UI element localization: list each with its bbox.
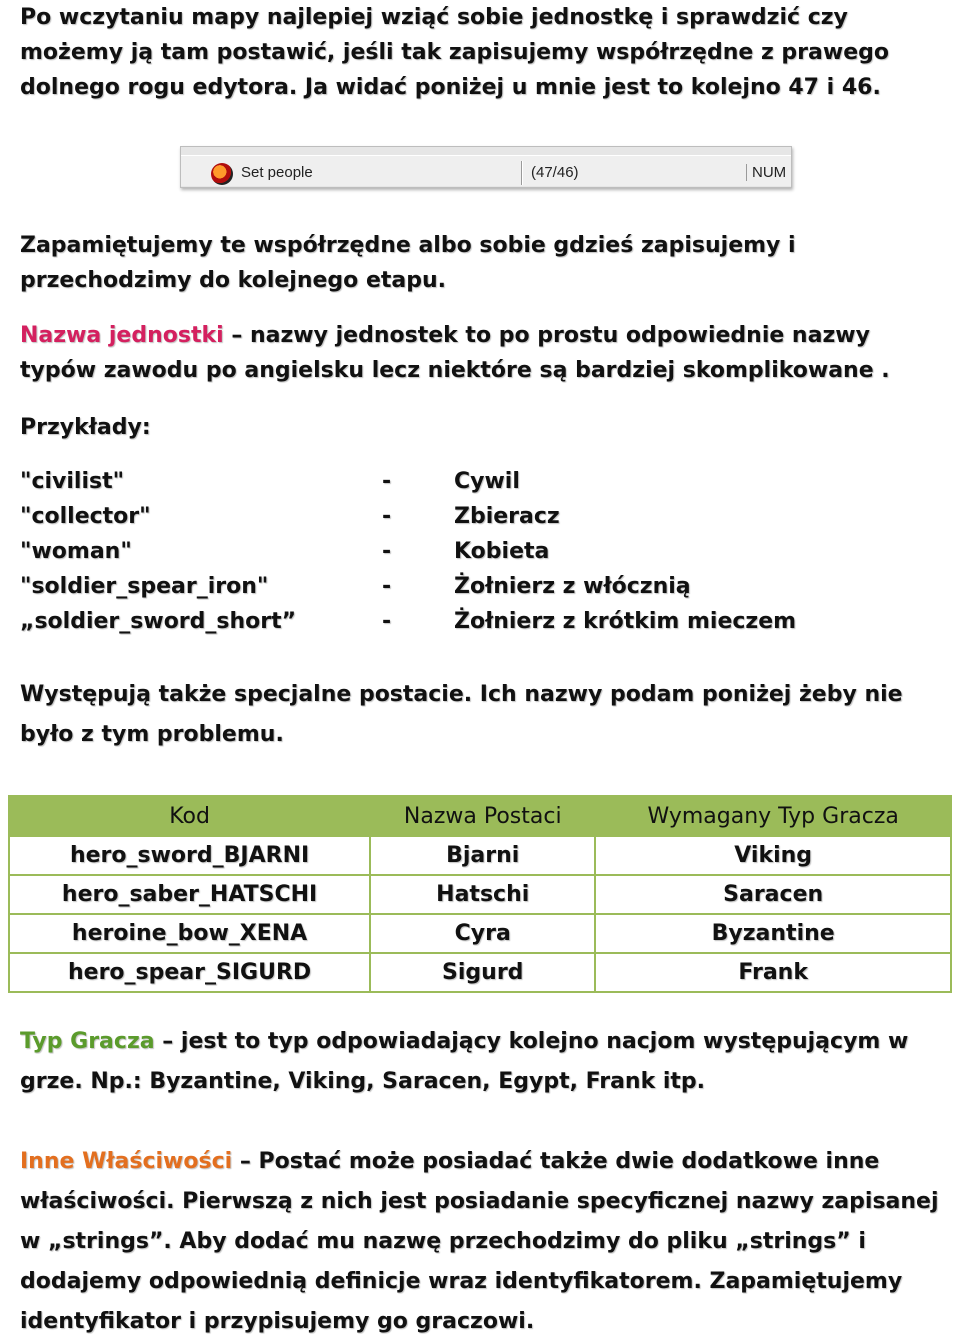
cell-code: hero_saber_HATSCHI: [9, 875, 370, 914]
cell-name: Hatschi: [370, 875, 595, 914]
column-header-name: Nazwa Postaci: [370, 796, 595, 836]
heroes-table: [8, 795, 952, 993]
cell-player-type: Saracen: [595, 875, 951, 914]
cell-code: heroine_bow_XENA: [9, 914, 370, 953]
intro-paragraph: Po wczytaniu mapy najlepiej wziąć sobie jednostkę i sprawdzić czy możemy ją tam postawić, jeśli tak zapisujemy współrzędne z prawego dolnego rogu edytora. Ja widać poniżej u mnie jest to kolejno 47 i 46.: [20, 5, 889, 100]
other-properties-term: Inne Właściwości: [20, 1149, 233, 1174]
other-properties-text: – Postać może posiadać także dwie dodatkowe inne właściwości. Pierwszą z nich jest posiadanie specyficznej nazwy zapisanej w „strings”. Aby dodać mu nazwę przechodzimy do pliku „strings” i dodajemy odpowiednią definicje wraz identyfikatorem. Zapamiętujemy identyfikator i przypisujemy go graczowi.: [20, 1149, 939, 1334]
cell-name: Sigurd: [370, 953, 595, 992]
player-type-paragraph: [20, 1022, 940, 1102]
example-dash: -: [382, 469, 392, 494]
app-logo-icon: [211, 163, 233, 185]
example-name: Żołnierz z krótkim mieczem: [454, 609, 797, 634]
example-code: "collector": [20, 504, 151, 529]
table-row: [9, 953, 951, 992]
table-row: [9, 875, 951, 914]
status-label: Set people: [241, 164, 313, 181]
other-properties-paragraph: [20, 1142, 940, 1342]
example-dash: -: [382, 574, 392, 599]
cell-player-type: Byzantine: [595, 914, 951, 953]
example-name: Cywil: [454, 469, 520, 494]
example-dash: -: [382, 504, 392, 529]
cell-code: hero_spear_SIGURD: [9, 953, 370, 992]
table-row: [9, 914, 951, 953]
column-header-player-type: Wymagany Typ Gracza: [595, 796, 951, 836]
example-dash: -: [382, 609, 392, 634]
coordinates-note: Zapamiętujemy te współrzędne albo sobie gdzieś zapisujemy i przechodzimy do kolejnego etapu.: [20, 233, 796, 293]
example-name: Kobieta: [454, 539, 550, 564]
column-header-code: Kod: [9, 796, 370, 836]
example-code: "civilist": [20, 469, 125, 494]
example-dash: -: [382, 539, 392, 564]
cell-name: Bjarni: [370, 836, 595, 875]
example-code: „soldier_sword_short”: [20, 609, 297, 634]
status-num-indicator: NUM: [746, 164, 786, 181]
special-characters-paragraph: Występują także specjalne postacie. Ich nazwy podam poniżej żeby nie było z tym problemu.: [20, 682, 903, 747]
table-row: [9, 836, 951, 875]
example-code: "soldier_spear_iron": [20, 574, 269, 599]
editor-status-bar: [180, 146, 792, 188]
table-header-row: [9, 796, 951, 836]
unit-name-text: – nazwy jednostek to po prostu odpowiednie nazwy typów zawodu po angielsku lecz niektóre są bardziej skomplikowane .: [20, 323, 890, 383]
cell-name: Cyra: [370, 914, 595, 953]
status-coordinates: (47/46): [531, 164, 579, 181]
example-code: "woman": [20, 539, 132, 564]
example-name: Zbieracz: [454, 504, 560, 529]
unit-name-term: Nazwa jednostki: [20, 323, 224, 348]
player-type-term: Typ Gracza: [20, 1029, 155, 1054]
player-type-text: – jest to typ odpowiadający kolejno nacjom występującym w grze. Np.: Byzantine, Viking, Saracen, Egypt, Frank itp.: [20, 1029, 909, 1094]
examples-heading: Przykłady:: [20, 415, 151, 440]
cell-player-type: Frank: [595, 953, 951, 992]
example-name: Żołnierz z włócznią: [454, 574, 691, 599]
cell-code: hero_sword_BJARNI: [9, 836, 370, 875]
cell-player-type: Viking: [595, 836, 951, 875]
status-divider: [521, 161, 523, 185]
unit-name-paragraph: [20, 318, 940, 388]
